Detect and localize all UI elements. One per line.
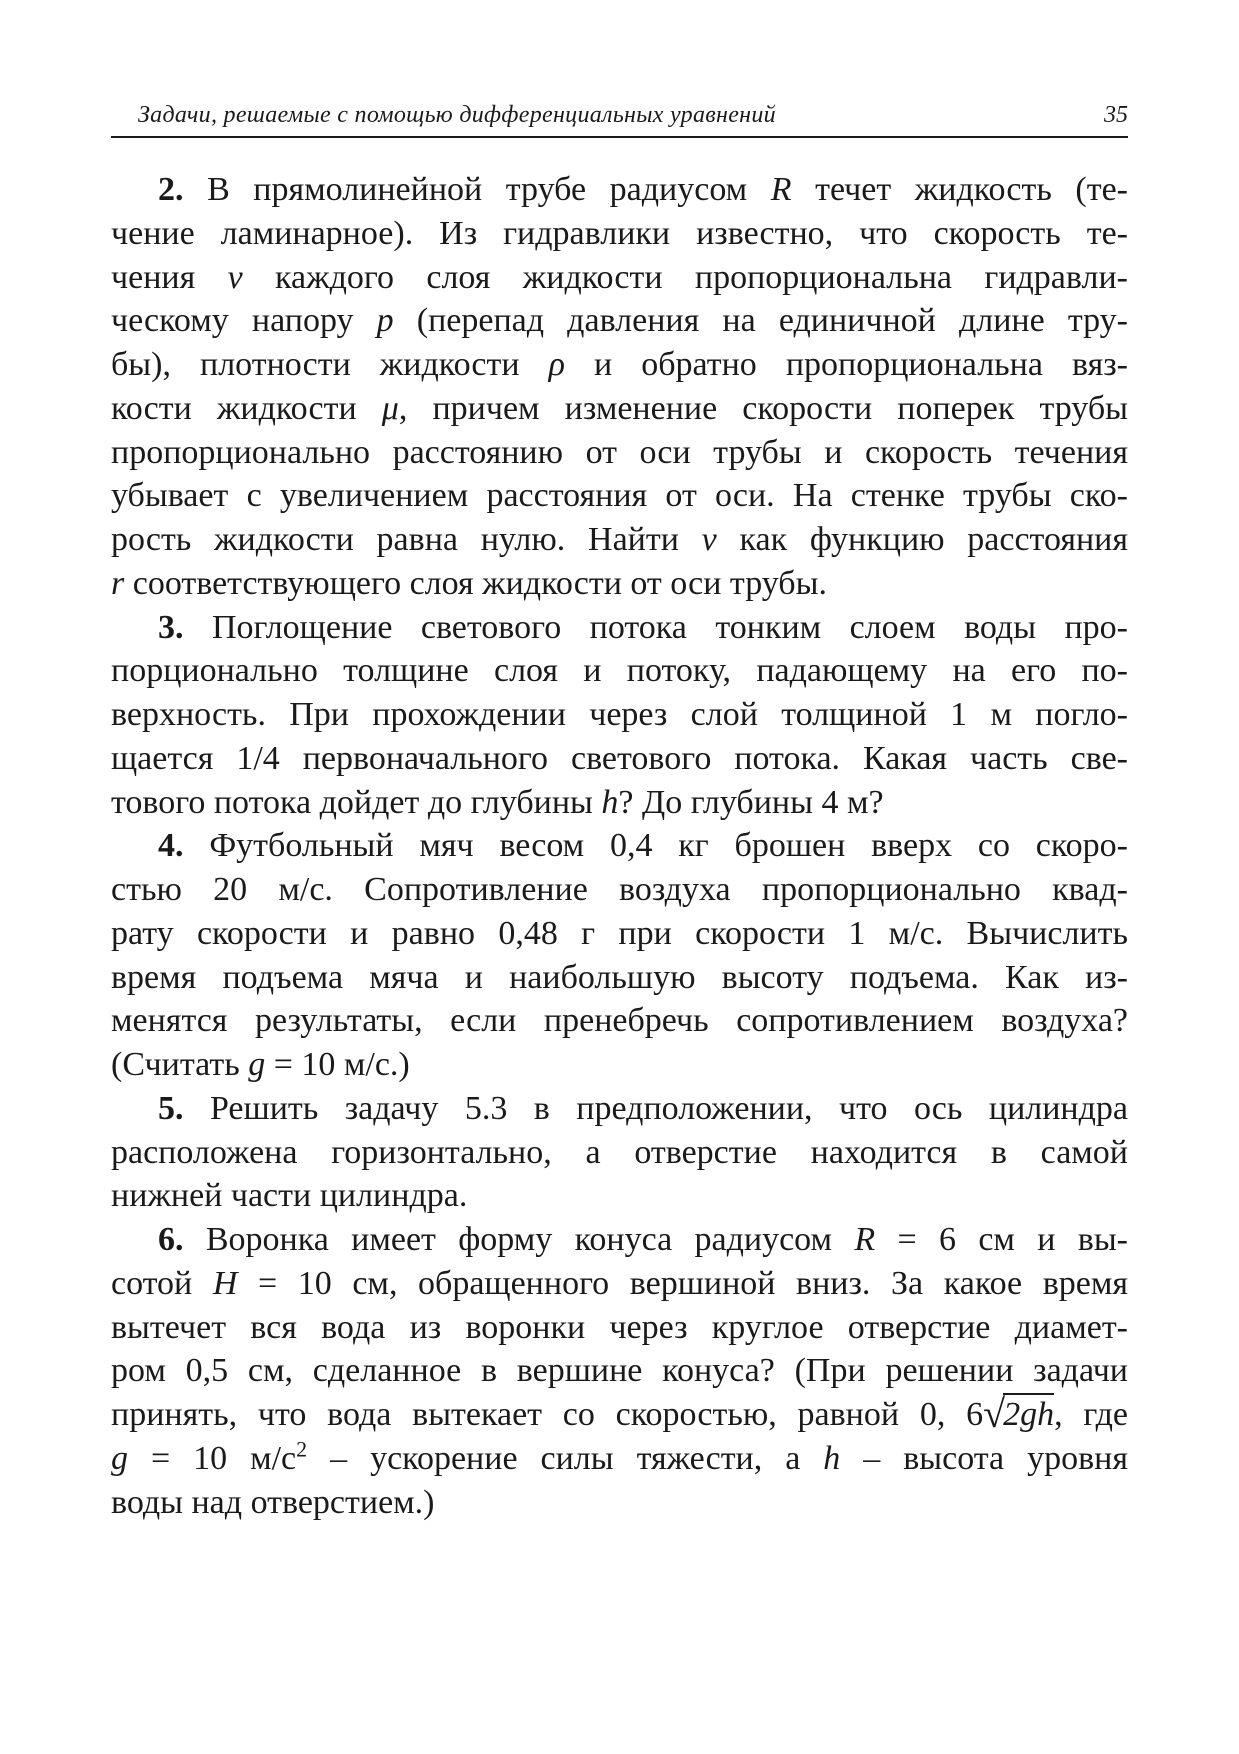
math-variable: R <box>770 171 792 208</box>
text-line: менятся результаты, если пренебречь сопротивлением воздуха? <box>111 1002 1128 1040</box>
text-line: 5. Решить задачу 5.3 в предположении, что ось цилиндра <box>158 1089 1129 1127</box>
superscript: 2 <box>296 1436 308 1462</box>
problem-2 <box>111 168 1128 606</box>
text-line: чение ламинарное). Из гидравлики известно, что скорость те- <box>111 214 1128 252</box>
math-variable: v <box>227 258 243 296</box>
text-line: вытечет вся вода из воронки через круглое отверстие диамет- <box>111 1308 1128 1346</box>
text-line: нижней части цилиндра. <box>111 1177 468 1215</box>
page-number: 35 <box>1104 102 1128 128</box>
math-variable: ρ <box>548 346 565 383</box>
math-variable: g <box>111 1439 128 1477</box>
text-line: щается 1/4 первоначального светового потока. Какая часть све- <box>111 739 1128 777</box>
math-variable: μ <box>381 389 399 427</box>
running-header <box>111 98 1128 138</box>
text-line: убывает с увеличением расстояния от оси. На стенке трубы ско- <box>111 477 1128 515</box>
math-variable: h <box>601 783 619 821</box>
text-line: сотой H = 10 см, обращенного вершиной вниз. За какое время <box>111 1264 1128 1302</box>
math-variable: v <box>701 521 717 558</box>
text-line: r соответствующего слоя жидкости от оси трубы. <box>111 564 827 602</box>
math-variable: R <box>854 1221 876 1258</box>
math-variable: g <box>248 1046 266 1083</box>
text-line: верхность. При прохождении через слой толщиной 1 м погло- <box>111 696 1128 733</box>
square-root: √2gh <box>983 1391 1055 1436</box>
text-line: 6. Воронка имеет форму конуса радиусом R = 6 см и вы- <box>158 1221 1129 1258</box>
text-line: кости жидкости μ, причем изменение скорости поперек трубы <box>111 389 1128 427</box>
problem-5 <box>111 1087 1128 1218</box>
text-line: 2. В прямолинейной трубе радиусом R течет жидкость (те- <box>158 171 1129 208</box>
text-line: рату скорости и равно 0,48 г при скорости 1 м/с. Вычислить <box>111 914 1128 952</box>
text-line: принять, что вода вытекает со скоростью, равной 0, 6√2gh, где <box>111 1391 1128 1436</box>
problem-number: 2. <box>158 171 184 208</box>
text-line: тового потока дойдет до глубины h? До глубины 4 м? <box>111 783 884 821</box>
text-line: 3. Поглощение светового потока тонким слоем воды про- <box>158 608 1129 646</box>
running-title: Задачи, решаемые с помощью дифференциальных уравнений <box>138 102 776 128</box>
text-line: g = 10 $м/с^2$ – ускорение силы тяжести, а h – высота уровня <box>111 1436 1128 1477</box>
text-line: пропорционально расстоянию от оси трубы и скорость течения <box>111 433 1128 471</box>
text-line: рость жидкости равна нулю. Найти v как функцию расстояния <box>111 521 1128 558</box>
text-line: 4. Футбольный мяч весом 0,4 кг брошен вверх со скоро- <box>158 827 1129 865</box>
problem-number: 5. <box>158 1089 184 1127</box>
problem-3 <box>111 606 1128 825</box>
text-line: бы), плотности жидкости ρ и обратно пропорциональна вяз- <box>111 346 1128 383</box>
problem-4 <box>111 824 1128 1087</box>
math-variable: p <box>376 302 394 340</box>
problem-6 <box>111 1218 1128 1524</box>
text-line: воды над отверстием.) <box>111 1483 435 1521</box>
problem-number: 6. <box>158 1221 184 1258</box>
math-variable: H <box>212 1264 238 1302</box>
problem-number: 3. <box>158 608 184 646</box>
text-line: чения v каждого слоя жидкости пропорциональна гидравли- <box>111 258 1128 296</box>
text-line: (Считать g = 10 м/с.) <box>111 1046 410 1083</box>
math-variable: r <box>111 564 125 602</box>
text-line: расположена горизонтально, а отверстие находится в самой <box>111 1133 1128 1171</box>
problem-number: 4. <box>158 827 184 865</box>
text-line: стью 20 м/с. Сопротивление воздуха пропорционально квад- <box>111 871 1128 908</box>
text-line: ром 0,5 см, сделанное в вершине конуса? (При решении задачи <box>111 1352 1128 1390</box>
text-line: время подъема мяча и наибольшую высоту подъема. Как из- <box>111 958 1128 996</box>
text-line: порционально толщине слоя и потоку, падающему на его по- <box>111 652 1128 690</box>
math-variable: h <box>823 1439 841 1477</box>
problem-list <box>111 168 1128 1524</box>
text-line: ческому напору p (перепад давления на единичной длине тру- <box>111 302 1128 340</box>
